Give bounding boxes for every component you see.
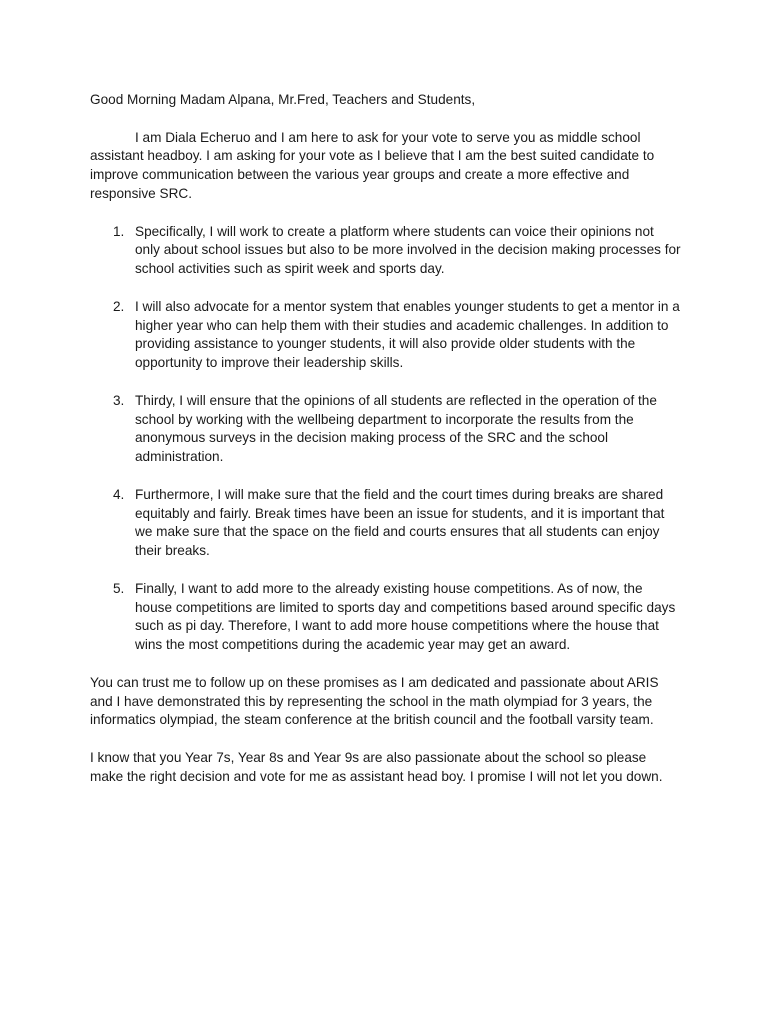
list-item-text: I will also advocate for a mentor system that enables younger students to get a mentor in a higher year who can help them with their studies and academic challenges. In addition to providing assistance to younger students, it will also provide older students with the opportunity to improve their leadership skills. [135, 298, 680, 371]
list-item-number: 4. [113, 486, 125, 502]
list-item-text: Thirdy, I will ensure that the opinions of all students are reflected in the operation of the school by working with the wellbeing department to incorporate the results from the anonymous surveys in the decision making process of the SRC and the school administration. [135, 392, 657, 465]
salutation: Good Morning Madam Alpana, Mr.Fred, Teachers and Students, [90, 92, 476, 107]
closing-paragraph-trust: You can trust me to follow up on these promises as I am dedicated and passionate about ARIS and I have demonstrated this by representing the school in the math olympiad for 3 years, the informatics olympiad, the steam conference at the british council and the football varsity team. [90, 674, 659, 728]
list-item [90, 486, 682, 561]
list-item [90, 298, 682, 373]
closing-paragraph-vote: I know that you Year 7s, Year 8s and Year 9s are also passionate about the school so please make the right decision and vote for me as assistant head boy. I promise I will not let you down. [90, 749, 663, 784]
list-item-text: Specifically, I will work to create a platform where students can voice their opinions not only about school issues but also to be more involved in the decision making processes for school activities such as spirit week and sports day. [135, 223, 681, 277]
list-item-number: 5. [113, 580, 125, 596]
list-item [90, 392, 682, 467]
list-item-text: Finally, I want to add more to the already existing house competitions. As of now, the house competitions are limited to sports day and competitions based around specific days such as pi day. Therefore, I want to add more house competitions where the house that wins the most competitions during the academic year may get an award. [135, 580, 676, 653]
list-item-number: 2. [113, 298, 125, 314]
document-body [90, 91, 682, 786]
list-item [90, 223, 682, 279]
list-item-number: 3. [113, 392, 125, 408]
intro-paragraph: I am Diala Echeruo and I am here to ask for your vote to serve you as middle school assistant headboy. I am asking for your vote as I believe that I am the best suited candidate to improve communication between the various year groups and create a more effective and responsive SRC. [90, 129, 655, 201]
list-item [90, 580, 682, 655]
numbered-list [90, 223, 682, 655]
list-item-number: 1. [113, 223, 125, 239]
list-item-text: Furthermore, I will make sure that the field and the court times during breaks are shared equitably and fairly. Break times have been an issue for students, and it is important that we make sure that the space on the field and courts ensures that all students can enjoy their breaks. [135, 486, 665, 559]
